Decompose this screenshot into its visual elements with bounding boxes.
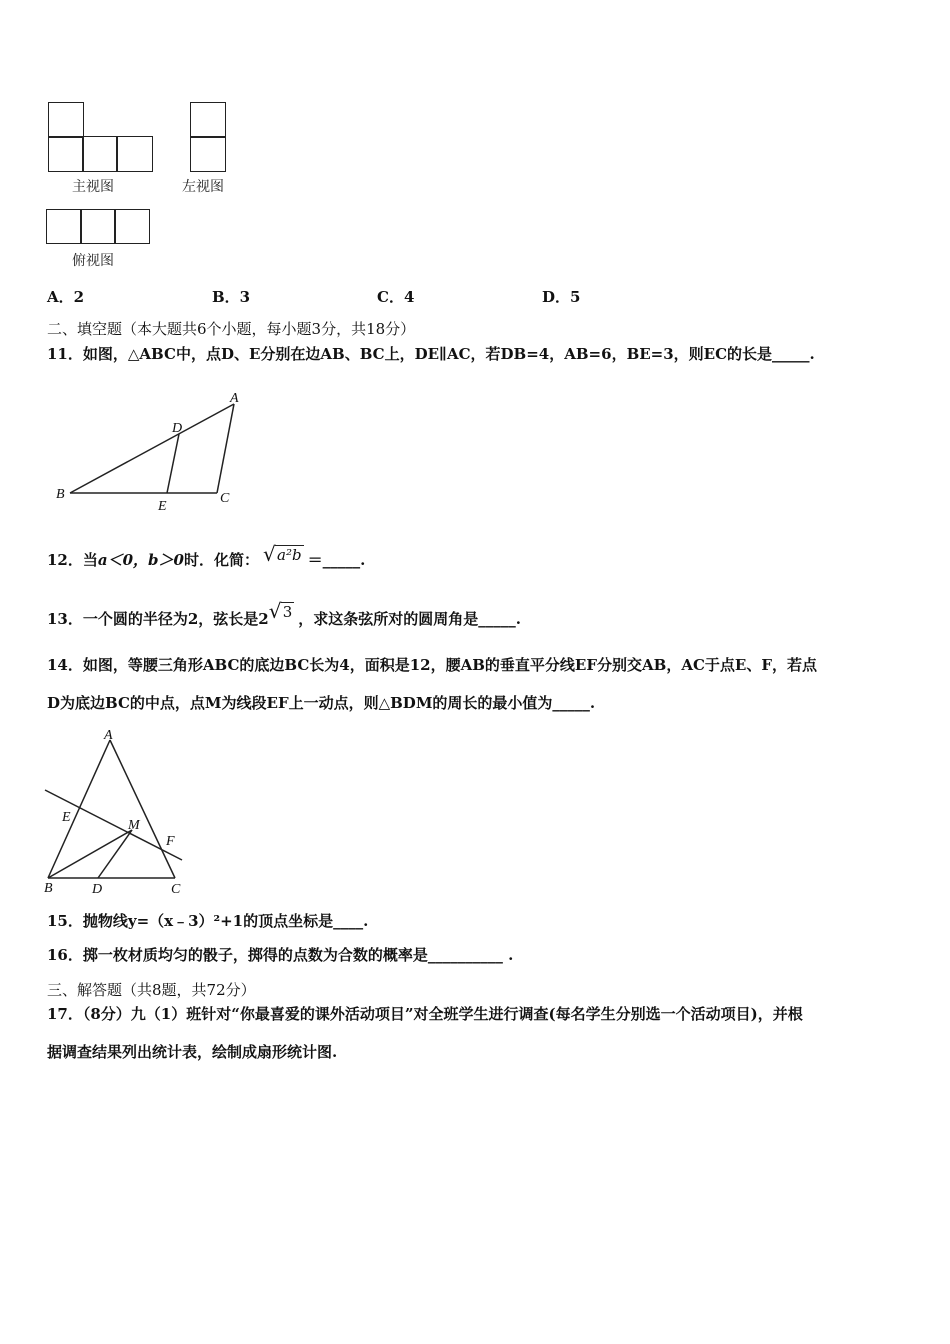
option-b: B．3 xyxy=(212,288,251,306)
front-view-label: 主视图 xyxy=(72,179,114,195)
label-f: F xyxy=(166,834,175,849)
segment-de xyxy=(167,434,179,493)
question-11-text: 11．如图，△ABC中，点D、E分别在边AB、BC上，DE∥AC，若DB=4，AB=6，BE=3，则EC的长是_____. xyxy=(47,345,815,363)
question-14-line-1: 14．如图，等腰三角形ABC的底边BC长为4，面积是12，腰AB的垂直平分线EF分别交AB，AC于点E、F，若点 xyxy=(47,656,817,674)
triangle-abc-figure xyxy=(50,388,260,516)
q12-suffix: ＝_____. xyxy=(307,551,366,569)
label-d: D xyxy=(172,421,183,436)
option-c: C．4 xyxy=(377,288,415,306)
top-view-label: 俯视图 xyxy=(72,253,114,269)
question-12 xyxy=(47,542,366,570)
sqrt-expression xyxy=(263,542,304,570)
label-e: E xyxy=(62,810,71,825)
isosceles-triangle-figure xyxy=(40,726,210,898)
label-c: C xyxy=(220,491,230,506)
question-14-line-2: D为底边BC的中点，点M为线段EF上一动点，则△BDM的周长的最小值为_____. xyxy=(47,694,596,712)
segment-dm xyxy=(98,830,132,878)
q12-prefix: 12．当 xyxy=(47,551,98,569)
left-view-label: 左视图 xyxy=(182,179,224,195)
label-d: D xyxy=(92,882,103,897)
segment-ac xyxy=(110,740,175,878)
top-view-cell xyxy=(46,209,82,244)
label-a: A xyxy=(230,391,239,406)
label-b: B xyxy=(44,881,53,896)
label-c: C xyxy=(171,882,181,897)
section-2-header: 二、填空题（本大题共6个小题，每小题3分，共18分） xyxy=(47,320,416,338)
question-13 xyxy=(47,599,522,629)
line-ef xyxy=(45,790,182,860)
label-a: A xyxy=(104,728,113,743)
q12-middle: 时．化简： xyxy=(183,551,259,569)
segment-bm xyxy=(48,830,132,878)
question-17-line-1: 17．（8分）九（1）班针对“你最喜爱的课外活动项目”对全班学生进行调查(每名学生分别选一个活动项目)，并根 xyxy=(47,1005,803,1023)
segment-ac xyxy=(217,404,234,493)
segment-ba xyxy=(70,404,234,493)
left-view-cell xyxy=(190,136,226,172)
q13-radicand: 3 xyxy=(282,603,293,621)
label-e: E xyxy=(158,499,167,514)
front-view-cell xyxy=(82,136,118,172)
question-17-line-2: 据调查结果列出统计表，绘制成扇形统计图. xyxy=(47,1043,338,1061)
q13-prefix: 13．一个圆的半径为2，弦长是2 xyxy=(47,610,269,628)
option-d: D．5 xyxy=(542,288,581,306)
q12-radicand: a²b xyxy=(277,546,302,564)
top-view-cell xyxy=(80,209,116,244)
label-m: M xyxy=(128,818,140,833)
q12-cond-b: b＞0 xyxy=(148,551,184,569)
label-b: B xyxy=(56,487,65,502)
question-15-text: 15．抛物线y=（x﹣3）²+1的顶点坐标是____. xyxy=(47,912,369,930)
section-3-header: 三、解答题（共8题，共72分） xyxy=(47,981,256,999)
q12-cond-a: a＜0， xyxy=(97,551,149,569)
sqrt-sign: √ xyxy=(263,542,276,566)
option-a: A．2 xyxy=(47,288,85,306)
question-16-text: 16．掷一枚材质均匀的骰子，掷得的点数为合数的概率是__________ . xyxy=(47,946,514,964)
front-view-cell xyxy=(116,136,153,172)
front-view-cell xyxy=(48,136,84,172)
top-view-cell xyxy=(114,209,150,244)
sqrt-sign: √ xyxy=(268,599,282,623)
left-view-cell xyxy=(190,102,226,138)
segment-ab xyxy=(48,740,110,878)
front-view-cell xyxy=(48,102,84,138)
q13-suffix: ，求这条弦所对的圆周角是_____. xyxy=(298,610,522,628)
sqrt-expression xyxy=(268,599,295,629)
